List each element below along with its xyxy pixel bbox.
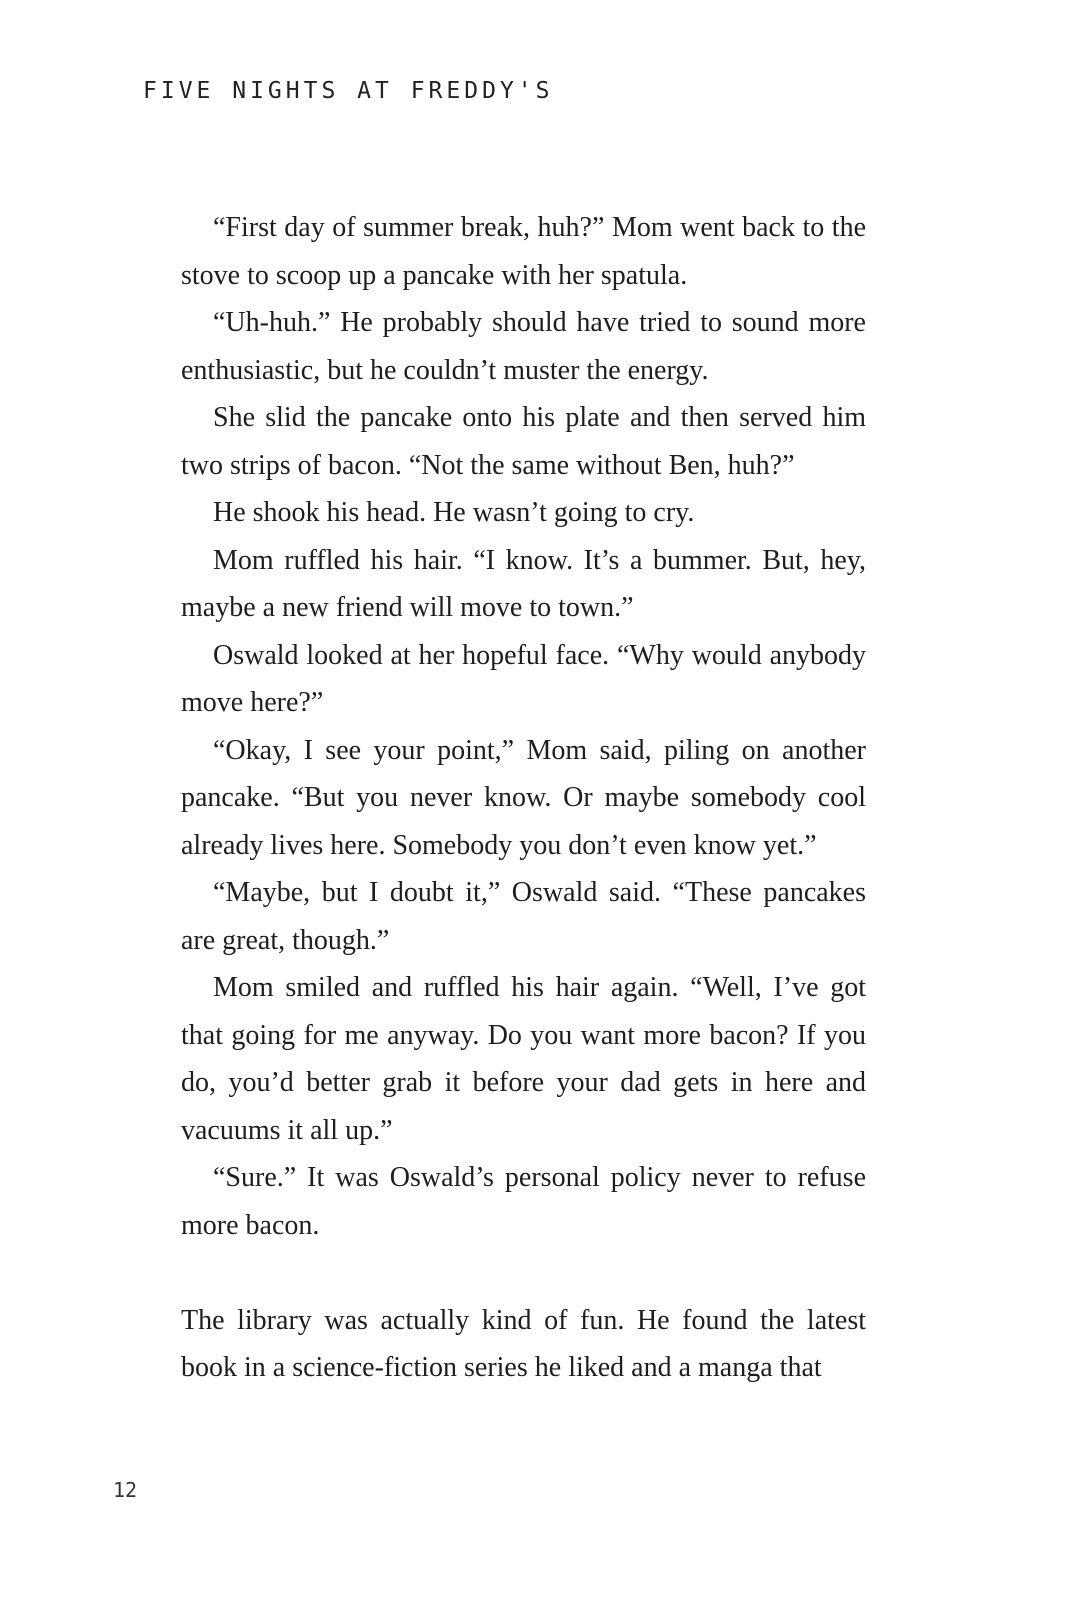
paragraph: He shook his head. He wasn’t going to cry. [213, 497, 695, 528]
section-break-paragraph: The library was actually kind of fun. He found the latest book in a science-fiction series he liked and a manga that [181, 1304, 866, 1383]
page-number: 12 [113, 1478, 138, 1502]
paragraph: “Maybe, but I doubt it,” Oswald said. “These pancakes are great, though.” [181, 877, 866, 956]
paragraph: She slid the pancake onto his plate and then served him two strips of bacon. “Not the same without Ben, huh?” [181, 402, 866, 481]
paragraph: “Uh-huh.” He probably should have tried to sound more enthusiastic, but he couldn’t muster the energy. [181, 307, 866, 386]
paragraph: “Okay, I see your point,” Mom said, piling on another pancake. “But you never know. Or maybe somebody cool already lives here. Somebody you don’t even know yet.” [181, 734, 866, 861]
running-head: FIVE NIGHTS AT FREDDY'S [143, 78, 554, 104]
paragraph: “First day of summer break, huh?” Mom went back to the stove to scoop up a pancake with her spatula. [181, 212, 866, 291]
paragraph: Mom smiled and ruffled his hair again. “Well, I’ve got that going for me anyway. Do you want more bacon? If you do, you’d better grab it before your dad gets in here and vacuums it all up.” [181, 972, 866, 1146]
body-text [181, 204, 866, 1392]
paragraph: Oswald looked at her hopeful face. “Why would anybody move here?” [181, 639, 866, 718]
paragraph: “Sure.” It was Oswald’s personal policy never to refuse more bacon. [181, 1162, 866, 1241]
paragraph: Mom ruffled his hair. “I know. It’s a bummer. But, hey, maybe a new friend will move to town.” [181, 544, 866, 623]
